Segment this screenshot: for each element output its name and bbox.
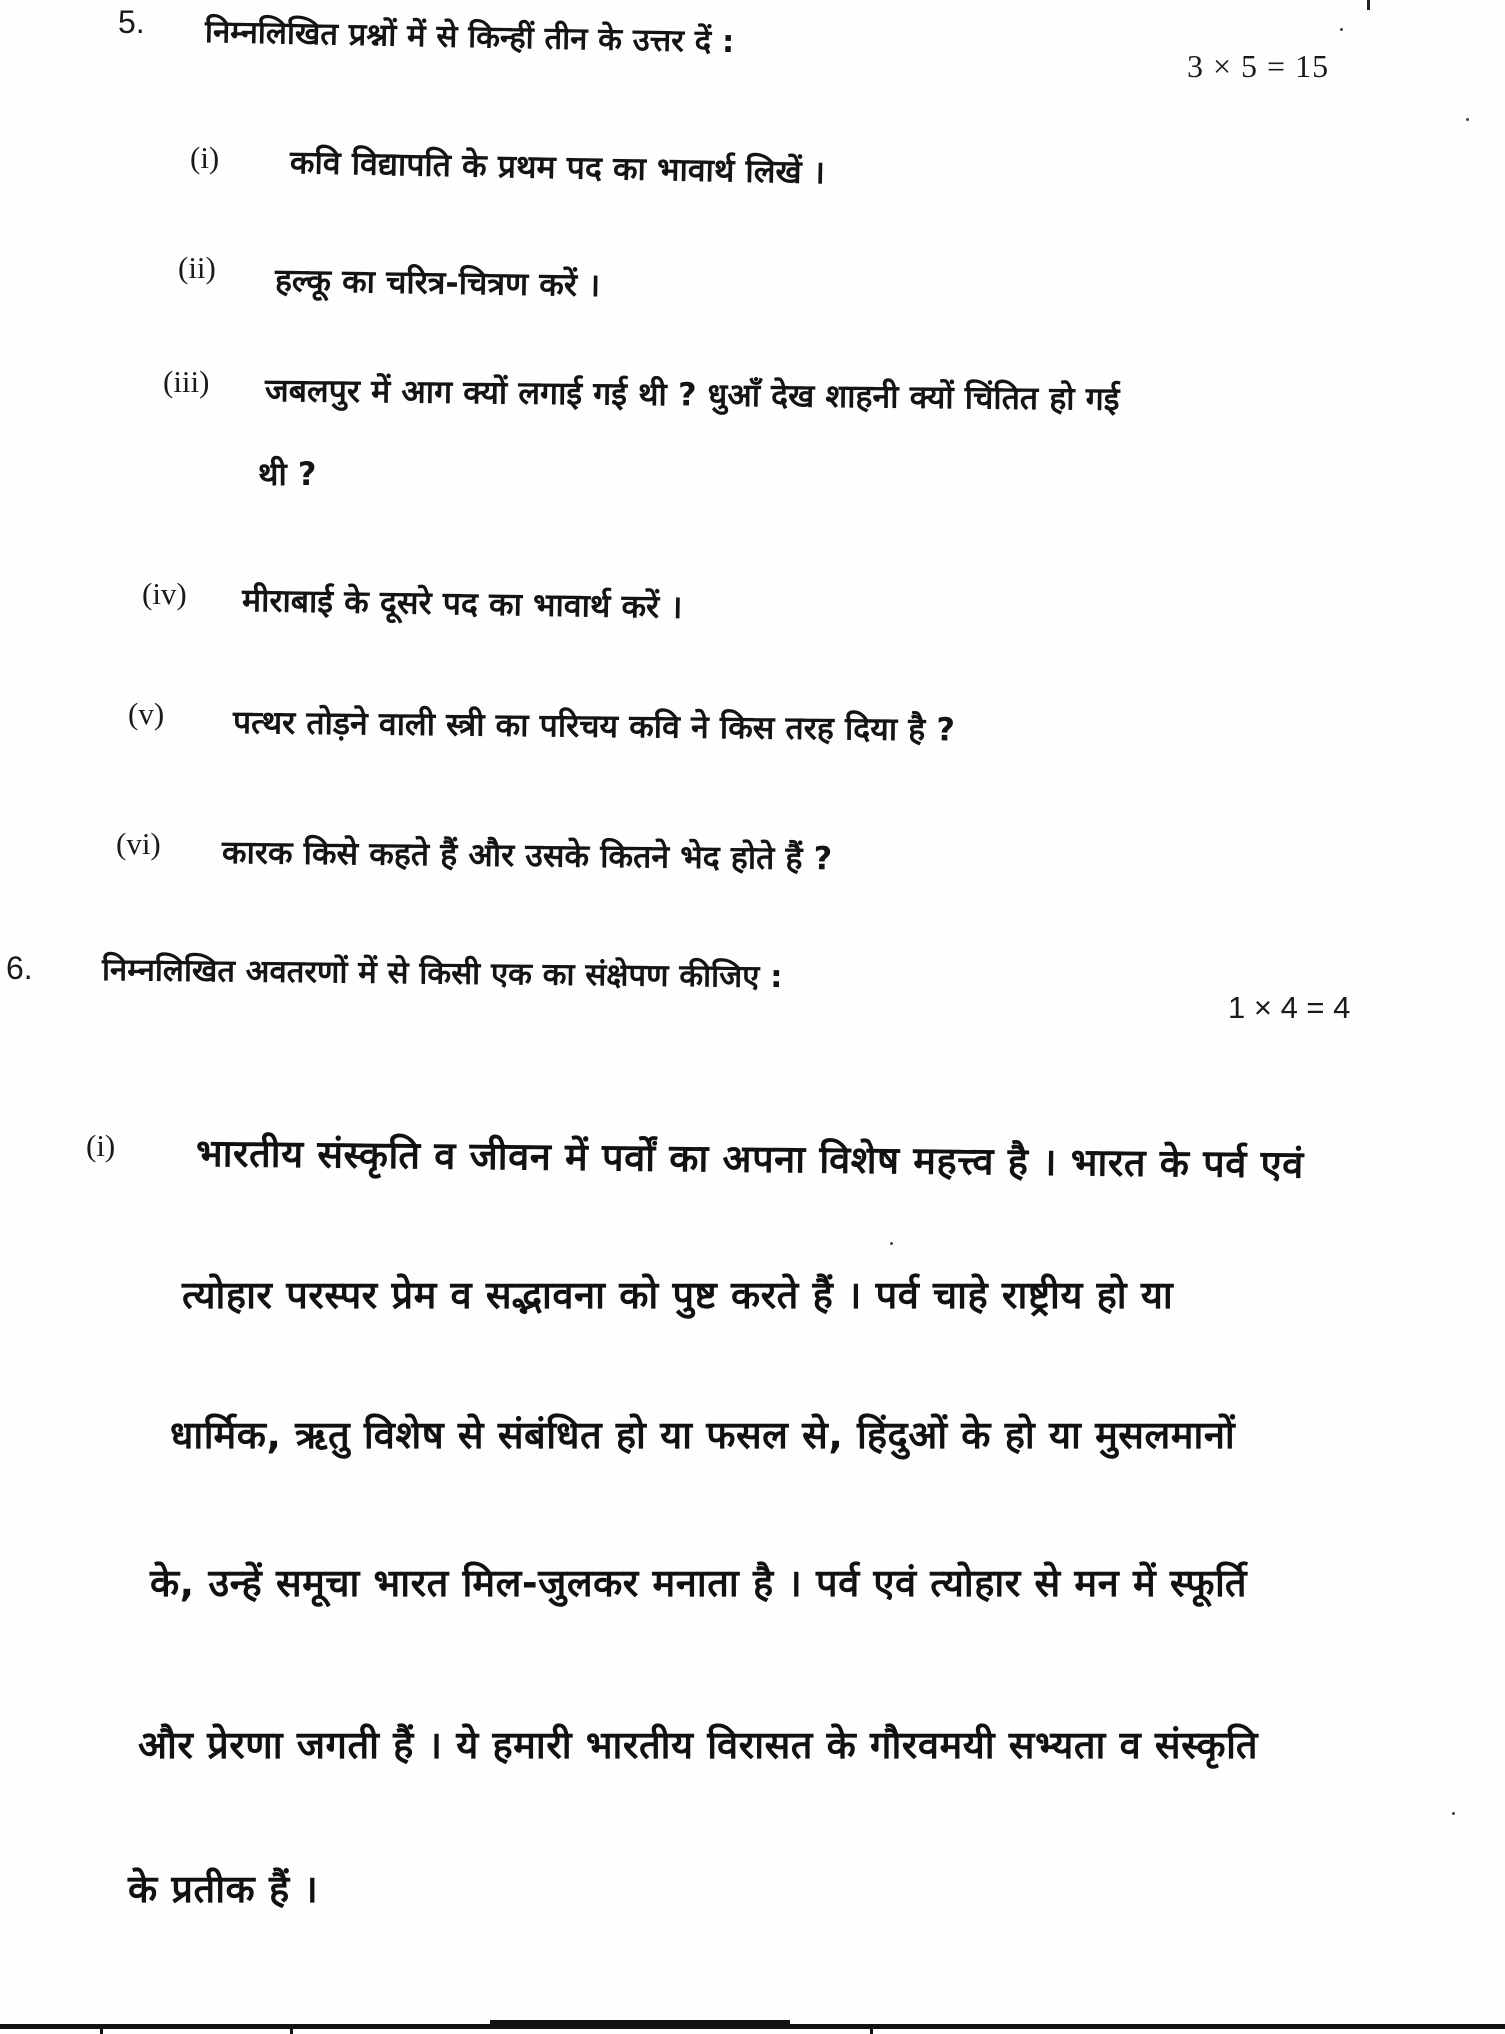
subquestion-label-ii: (ii) <box>178 250 216 285</box>
bottom-border-rule <box>0 2018 1505 2034</box>
subquestion-label-iv: (iv) <box>142 576 187 611</box>
subquestion-label-vi: (vi) <box>116 826 161 861</box>
question-5-marks: 3 × 5 = 15 <box>1187 48 1330 84</box>
subquestion-label-i: (i) <box>190 140 220 175</box>
scan-speck <box>1340 28 1343 31</box>
subquestion-text-i: कवि विद्यापति के प्रथम पद का भावार्थ लिखें । <box>289 143 826 192</box>
subquestion-text-vi: कारक किसे कहते हैं और उसके कितने भेद होते हैं ? <box>221 833 833 878</box>
question-5-stem: निम्नलिखित प्रश्नों में से किन्हीं तीन के उत्तर दें : <box>204 14 735 61</box>
subquestion-label-iii: (iii) <box>163 364 210 399</box>
scan-speck <box>1452 1812 1455 1815</box>
question-6-stem: निम्नलिखित अवतरणों में से किसी एक का संक्षेपण कीजिए : <box>101 952 783 996</box>
passage-line: भारतीय संस्कृति व जीवन में पर्वों का अपना विशेष महत्त्व है । भारत के पर्व एवं <box>195 1131 1304 1187</box>
subquestion-label-v: (v) <box>128 696 165 731</box>
question-6-marks: 1 × 4 = 4 <box>1228 990 1351 1025</box>
passage-line: के प्रतीक हैं । <box>128 1867 319 1911</box>
scan-speck <box>1466 118 1469 121</box>
question-6-number: 6. <box>6 950 33 986</box>
subquestion-text-iii: जबलपुर में आग क्यों लगाई गई थी ? धुआँ देख शाहनी क्यों चिंतित हो गई <box>264 371 1120 418</box>
passage-label-i: (i) <box>86 1128 116 1163</box>
passage-line: त्योहार परस्पर प्रेम व सद्भावना को पुष्ट करते हैं । पर्व चाहे राष्ट्रीय हो या <box>182 1273 1174 1317</box>
question-5-number: 5. <box>118 4 145 40</box>
page-edge-mark <box>1367 0 1370 10</box>
subquestion-text-ii: हल्कू का चरित्र-चित्रण करें । <box>274 261 601 305</box>
passage-line: के, उन्हें समूचा भारत मिल-जुलकर मनाता है । पर्व एवं त्योहार से मन में स्फूर्ति <box>150 1561 1247 1605</box>
subquestion-text-iv: मीराबाई के दूसरे पद का भावार्थ करें । <box>241 581 683 626</box>
subquestion-text-iii-continued: थी ? <box>258 455 317 493</box>
subquestion-text-v: पत्थर तोड़ने वाली स्त्री का परिचय कवि ने किस तरह दिया है ? <box>232 703 956 749</box>
scan-speck <box>890 1242 893 1245</box>
passage-line: और प्रेरणा जगती हैं । ये हमारी भारतीय विरासत के गौरवमयी सभ्यता व संस्कृति <box>138 1723 1259 1767</box>
passage-line: धार्मिक, ऋतु विशेष से संबंधित हो या फसल से, हिंदुओं के हो या मुसलमानों <box>170 1413 1236 1457</box>
